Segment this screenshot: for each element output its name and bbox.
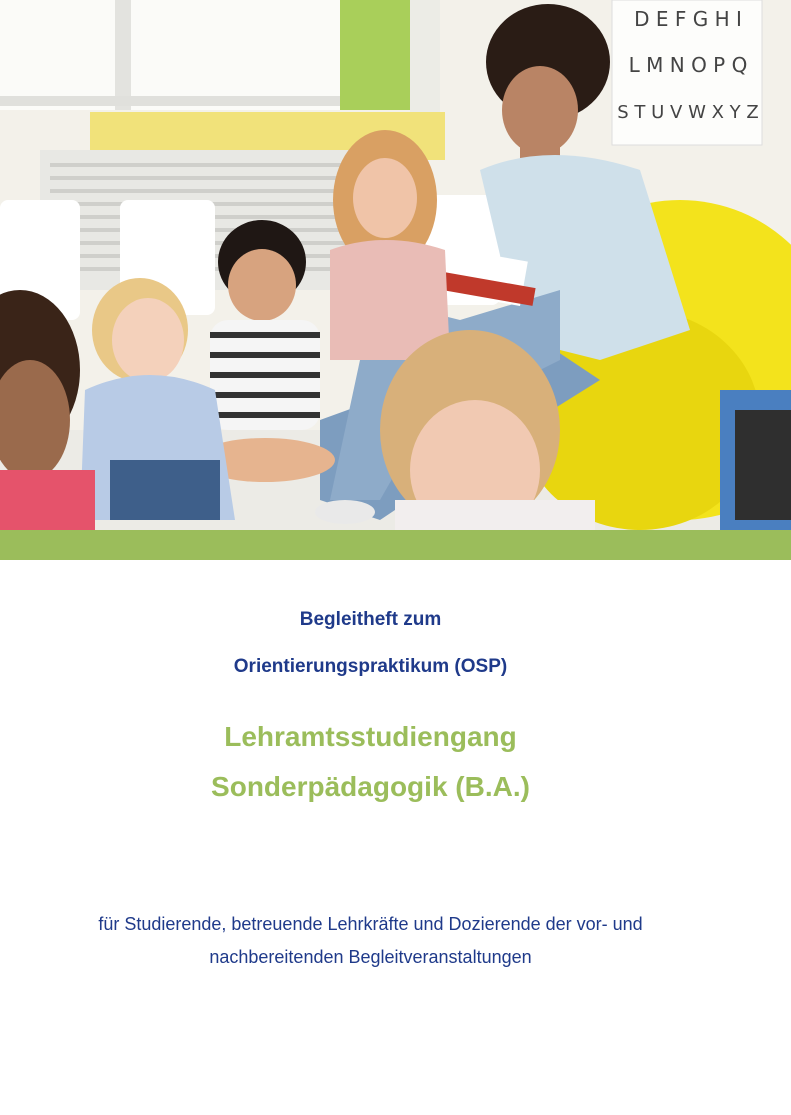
classroom-reading-photo-icon — [0, 0, 791, 530]
poster-row-3: S T U V W X Y Z — [617, 102, 759, 123]
green-divider-band — [0, 530, 791, 560]
audience-line-2: nachbereitenden Begleitveranstaltungen — [209, 947, 532, 967]
poster-row-1: D E F G H I — [634, 7, 742, 31]
main-title-line-2: Sonderpädagogik (B.A.) — [211, 771, 530, 802]
heading-line-2: Orientierungspraktikum (OSP) — [233, 656, 508, 677]
main-title-line-1: Lehramtsstudiengang — [224, 721, 517, 752]
heading-line-1: Begleitheft zum — [299, 609, 442, 630]
audience-line-1: für Studierende, betreuende Lehrkräfte und Dozierende der vor- und — [98, 914, 643, 934]
poster-row-2: L M N O P Q — [628, 53, 748, 77]
audience-text — [60, 908, 681, 974]
cover-image — [0, 0, 791, 530]
